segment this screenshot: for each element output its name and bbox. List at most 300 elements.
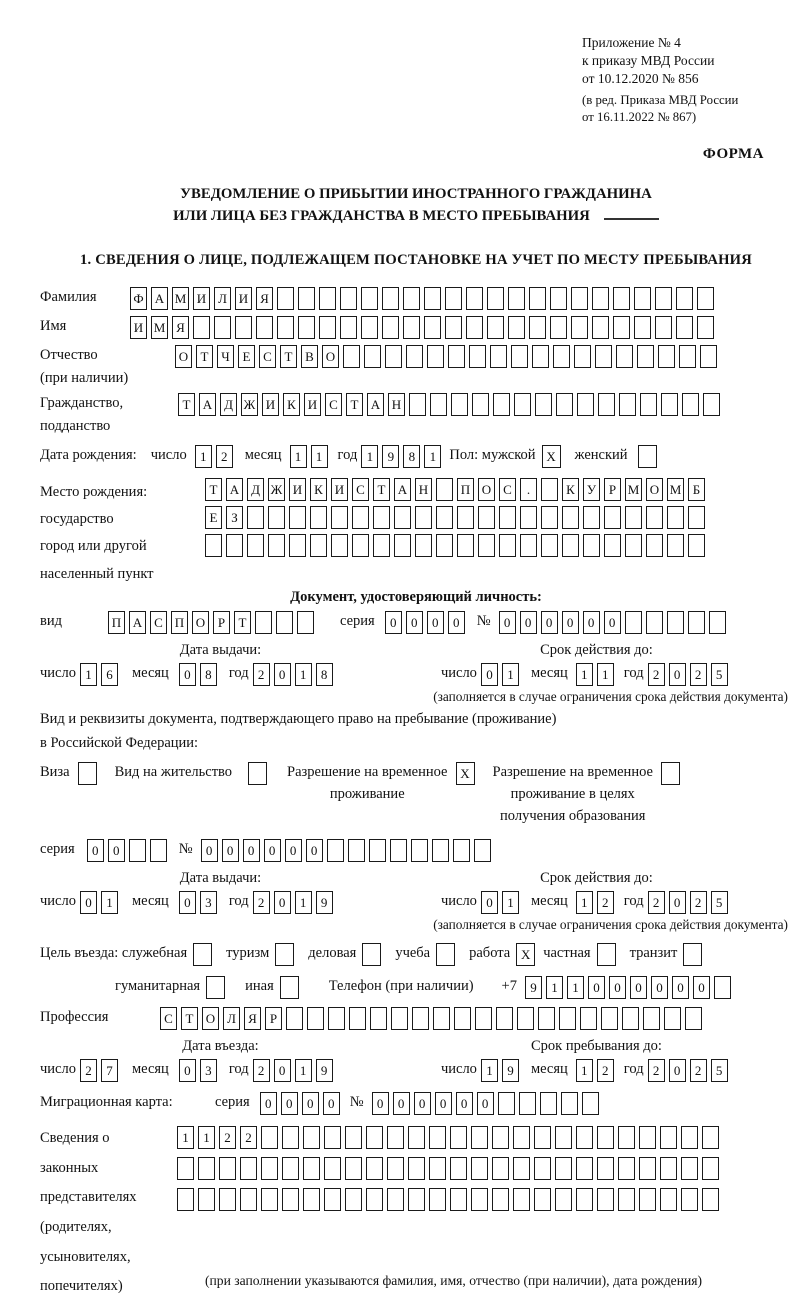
char-cell: 0 [323, 1092, 340, 1115]
id-kind-boxes[interactable] [108, 611, 318, 634]
char-cell [478, 534, 495, 557]
char-cell: 2 [648, 891, 665, 914]
id-valid-note: (заполняется в случае ограничения срока действия документа) [433, 689, 788, 705]
char-cell [541, 534, 558, 557]
entry-month-boxes[interactable] [179, 1059, 221, 1082]
visa-checkbox[interactable] [78, 762, 101, 785]
char-cell [280, 976, 299, 999]
char-cell: 8 [200, 663, 217, 686]
id-valid-until-header: Срок действия до: [540, 642, 653, 659]
patronymic-boxes[interactable] [175, 345, 721, 368]
char-cell [679, 345, 696, 368]
char-cell: 0 [285, 839, 302, 862]
char-cell [513, 1157, 530, 1180]
char-cell [604, 506, 621, 529]
char-cell: Я [256, 287, 273, 310]
char-cell: Ч [217, 345, 234, 368]
char-cell [429, 1157, 446, 1180]
char-cell: 1 [576, 1059, 593, 1082]
char-cell [688, 611, 705, 634]
char-cell: 0 [435, 1092, 452, 1115]
char-cell [595, 345, 612, 368]
char-cell [78, 762, 97, 785]
char-cell [646, 506, 663, 529]
day-label: число [40, 1061, 76, 1078]
purpose-official-label: Цель въезда: служебная [40, 945, 188, 962]
char-cell: 1 [290, 445, 307, 468]
char-cell: 0 [222, 839, 239, 862]
res-issue-month-boxes[interactable] [179, 891, 221, 914]
char-cell [492, 1126, 509, 1149]
char-cell [561, 1092, 578, 1115]
char-cell [471, 1188, 488, 1211]
purpose-business-checkbox[interactable] [362, 943, 385, 966]
char-cell: 0 [108, 839, 125, 862]
char-cell: А [199, 393, 216, 416]
res-valid-day-boxes[interactable] [481, 891, 523, 914]
char-cell: Т [196, 345, 213, 368]
char-cell [597, 1157, 614, 1180]
char-cell [352, 534, 369, 557]
res-issue-year-boxes[interactable] [253, 891, 337, 914]
char-cell [667, 611, 684, 634]
month-label: месяц [530, 1061, 568, 1078]
char-cell: 1 [80, 663, 97, 686]
purpose-transit-label: транзит [629, 945, 678, 962]
char-cell [453, 839, 470, 862]
surname-row [40, 287, 792, 310]
birth-place-boxes-row3[interactable] [205, 534, 709, 557]
mig-series-boxes[interactable] [260, 1092, 344, 1115]
birth-day-boxes[interactable] [195, 445, 237, 468]
month-label: месяц [530, 893, 568, 910]
char-cell: 0 [264, 839, 281, 862]
char-cell: 1 [311, 445, 328, 468]
char-cell [658, 345, 675, 368]
char-cell [436, 506, 453, 529]
char-cell: 0 [672, 976, 689, 999]
annex-line: к приказу МВД России [582, 53, 715, 69]
id-issue-year-boxes[interactable] [253, 663, 337, 686]
char-cell [576, 1157, 593, 1180]
form-title-line1: УВЕДОМЛЕНИЕ О ПРИБЫТИИ ИНОСТРАННОГО ГРАЖДАНИНА [180, 186, 652, 203]
char-cell: Т [280, 345, 297, 368]
char-cell: И [193, 287, 210, 310]
char-cell: 0 [87, 839, 104, 862]
char-cell: 0 [630, 976, 647, 999]
char-cell: 0 [499, 611, 516, 634]
char-cell [643, 1007, 660, 1030]
annex-line: Приложение № 4 [582, 35, 681, 50]
char-cell: 1 [195, 445, 212, 468]
char-cell [268, 506, 285, 529]
edu-permit-label-line2: проживание в целях [510, 785, 635, 802]
res-number-boxes[interactable] [201, 839, 495, 862]
profession-boxes[interactable] [160, 1007, 706, 1030]
char-cell: 0 [481, 891, 498, 914]
purpose-humanitarian-label: гуманитарная [115, 978, 201, 995]
stay-month-boxes[interactable] [576, 1059, 618, 1082]
char-cell [430, 393, 447, 416]
purpose-humanitarian-checkbox[interactable] [206, 976, 229, 999]
char-cell [352, 506, 369, 529]
char-cell: 5 [711, 663, 728, 686]
char-cell [214, 316, 231, 339]
char-cell: К [310, 478, 327, 501]
char-cell [529, 316, 546, 339]
char-cell: 1 [567, 976, 584, 999]
char-cell [529, 287, 546, 310]
char-cell: 0 [281, 1092, 298, 1115]
char-cell [697, 316, 714, 339]
char-cell: Р [213, 611, 230, 634]
char-cell: 0 [456, 1092, 473, 1115]
day-label: число [40, 665, 76, 682]
char-cell: 0 [393, 1092, 410, 1115]
char-cell: 0 [477, 1092, 494, 1115]
guardians-note: (при заполнении указываются фамилия, имя, отчество (при наличии), дата рождения) [205, 1272, 703, 1288]
id-valid-year-boxes[interactable] [648, 663, 732, 686]
char-cell [638, 445, 657, 468]
char-cell [583, 506, 600, 529]
form-title-line2: ИЛИ ЛИЦА БЕЗ ГРАЖДАНСТВА В МЕСТО ПРЕБЫВАНИЯ [173, 208, 590, 225]
mig-number-boxes[interactable] [372, 1092, 603, 1115]
purpose-work-checkbox[interactable] [516, 943, 539, 966]
char-cell [415, 534, 432, 557]
char-cell [451, 393, 468, 416]
char-cell: X [516, 943, 535, 966]
char-cell [286, 1007, 303, 1030]
char-cell: И [304, 393, 321, 416]
char-cell [513, 1126, 530, 1149]
char-cell [345, 1157, 362, 1180]
birth-date-label: Дата рождения: [40, 446, 137, 463]
char-cell [541, 478, 558, 501]
citizenship-label2: подданство [40, 417, 111, 434]
char-cell [390, 839, 407, 862]
guardians-boxes-row2[interactable] [177, 1157, 723, 1180]
name-boxes[interactable] [130, 316, 718, 339]
char-cell [445, 287, 462, 310]
char-cell: 0 [274, 663, 291, 686]
id-issue-month-boxes[interactable] [179, 663, 221, 686]
char-cell [535, 393, 552, 416]
char-cell: 1 [502, 663, 519, 686]
char-cell: А [151, 287, 168, 310]
char-cell: З [226, 506, 243, 529]
res-valid-month-boxes[interactable] [576, 891, 618, 914]
char-cell [499, 534, 516, 557]
char-cell: 1 [295, 1059, 312, 1082]
char-cell: 0 [372, 1092, 389, 1115]
char-cell [538, 1007, 555, 1030]
char-cell: 0 [201, 839, 218, 862]
char-cell [310, 534, 327, 557]
char-cell [408, 1126, 425, 1149]
year-label: год [228, 893, 249, 910]
char-cell [616, 345, 633, 368]
char-cell [571, 287, 588, 310]
sex-female-checkbox[interactable] [638, 445, 661, 468]
char-cell: 1 [502, 891, 519, 914]
char-cell [394, 534, 411, 557]
char-cell [235, 316, 252, 339]
guardians-label3: представителях [40, 1189, 137, 1206]
temp-permit-checkbox[interactable] [456, 762, 479, 785]
char-cell: 0 [604, 611, 621, 634]
char-cell [556, 393, 573, 416]
purpose-transit-checkbox[interactable] [683, 943, 706, 966]
id-doc-heading: Документ, удостоверяющий личность: [290, 589, 542, 606]
char-cell: Р [265, 1007, 282, 1030]
purpose-study-checkbox[interactable] [436, 943, 459, 966]
res-issue-day-boxes[interactable] [80, 891, 122, 914]
birth-month-boxes[interactable] [290, 445, 332, 468]
char-cell [613, 316, 630, 339]
char-cell: 1 [198, 1126, 215, 1149]
char-cell: О [478, 478, 495, 501]
birth-place-state-label: государство [40, 510, 114, 527]
char-cell: 2 [253, 891, 270, 914]
char-cell [276, 611, 293, 634]
stay-day-boxes[interactable] [481, 1059, 523, 1082]
char-cell: В [301, 345, 318, 368]
char-cell: 1 [177, 1126, 194, 1149]
char-cell: 1 [576, 891, 593, 914]
entry-year-boxes[interactable] [253, 1059, 337, 1082]
id-valid-day-boxes[interactable] [481, 663, 523, 686]
surname-label: Фамилия [40, 288, 97, 305]
id-number-boxes[interactable] [499, 611, 730, 634]
citizenship-boxes[interactable] [178, 393, 724, 416]
id-issue-day-boxes[interactable] [80, 663, 122, 686]
char-cell: 1 [576, 663, 593, 686]
char-cell [303, 1157, 320, 1180]
char-cell: 0 [669, 1059, 686, 1082]
char-cell [408, 1188, 425, 1211]
char-cell [498, 1092, 515, 1115]
char-cell [683, 943, 702, 966]
char-cell [541, 506, 558, 529]
char-cell: 0 [651, 976, 668, 999]
char-cell [275, 943, 294, 966]
res-series-label: серия [40, 841, 75, 858]
char-cell: 0 [669, 663, 686, 686]
char-cell: 0 [406, 611, 423, 634]
char-cell [198, 1157, 215, 1180]
id-valid-month-boxes[interactable] [576, 663, 618, 686]
stay-until-header: Срок пребывания до: [530, 1038, 662, 1055]
char-cell [277, 316, 294, 339]
char-cell [562, 534, 579, 557]
char-cell [303, 1126, 320, 1149]
birth-place-boxes-row1[interactable] [205, 478, 709, 501]
char-cell: 2 [216, 445, 233, 468]
char-cell [577, 393, 594, 416]
char-cell: 2 [648, 1059, 665, 1082]
purpose-business-label: деловая [308, 945, 357, 962]
char-cell [129, 839, 146, 862]
id-series-label: серия [340, 613, 375, 630]
char-cell [226, 534, 243, 557]
char-cell [550, 316, 567, 339]
char-cell [634, 316, 651, 339]
purpose-private-checkbox[interactable] [597, 943, 620, 966]
char-cell: Я [172, 316, 189, 339]
char-cell: 6 [101, 663, 118, 686]
stay-year-boxes[interactable] [648, 1059, 732, 1082]
guardians-boxes-row1[interactable] [177, 1126, 723, 1149]
char-cell: Е [205, 506, 222, 529]
char-cell [457, 534, 474, 557]
char-cell [450, 1157, 467, 1180]
year-label: год [228, 665, 249, 682]
purpose-official-checkbox[interactable] [193, 943, 216, 966]
char-cell [574, 345, 591, 368]
sex-male-checkbox[interactable] [542, 445, 565, 468]
char-cell: Н [415, 478, 432, 501]
char-cell: 2 [648, 663, 665, 686]
char-cell: Л [223, 1007, 240, 1030]
char-cell [471, 1157, 488, 1180]
guardians-label4: (родителях, [40, 1218, 112, 1235]
char-cell [466, 316, 483, 339]
char-cell: 0 [448, 611, 465, 634]
guardians-label6: попечителях) [40, 1278, 123, 1295]
char-cell: 1 [481, 1059, 498, 1082]
char-cell [436, 534, 453, 557]
res-dates-values [40, 891, 792, 914]
char-cell [472, 393, 489, 416]
char-cell [520, 534, 537, 557]
char-cell: Т [178, 393, 195, 416]
char-cell [660, 1188, 677, 1211]
char-cell [639, 1188, 656, 1211]
birth-year-boxes[interactable] [361, 445, 445, 468]
year-label: год [623, 665, 644, 682]
purpose-other-checkbox[interactable] [280, 976, 303, 999]
section1-heading: 1. СВЕДЕНИЯ О ЛИЦЕ, ПОДЛЕЖАЩЕМ ПОСТАНОВКЕ НА УЧЕТ ПО МЕСТУ ПРЕБЫВАНИЯ [80, 251, 752, 268]
char-cell [282, 1188, 299, 1211]
char-cell: 0 [562, 611, 579, 634]
char-cell [327, 839, 344, 862]
char-cell [619, 393, 636, 416]
char-cell [385, 345, 402, 368]
char-cell [324, 1126, 341, 1149]
char-cell [634, 287, 651, 310]
id-kind-label: вид [40, 613, 62, 630]
id-dates-headers [40, 642, 792, 659]
char-cell [508, 287, 525, 310]
char-cell [534, 1126, 551, 1149]
purpose-private-label: частная [543, 945, 591, 962]
char-cell: 1 [546, 976, 563, 999]
char-cell [639, 1157, 656, 1180]
char-cell [601, 1007, 618, 1030]
char-cell: Л [214, 287, 231, 310]
char-cell: 5 [711, 891, 728, 914]
birth-month-label: месяц [244, 446, 282, 463]
entry-day-boxes[interactable] [80, 1059, 122, 1082]
char-cell [646, 611, 663, 634]
char-cell [553, 345, 570, 368]
phone-boxes[interactable] [525, 976, 735, 999]
char-cell [424, 316, 441, 339]
char-cell [450, 1188, 467, 1211]
char-cell: Т [205, 478, 222, 501]
char-cell: 1 [597, 663, 614, 686]
char-cell: 2 [80, 1059, 97, 1082]
char-cell [511, 345, 528, 368]
char-cell [532, 345, 549, 368]
char-cell [297, 611, 314, 634]
char-cell [345, 1126, 362, 1149]
char-cell [622, 1007, 639, 1030]
char-cell [496, 1007, 513, 1030]
profession-label: Профессия [40, 1009, 109, 1026]
birth-day-label: число [150, 446, 187, 463]
char-cell [240, 1188, 257, 1211]
char-cell [474, 839, 491, 862]
char-cell [655, 287, 672, 310]
phone-label: Телефон (при наличии) [328, 978, 474, 995]
id-series-boxes[interactable] [385, 611, 469, 634]
purpose-tourism-checkbox[interactable] [275, 943, 298, 966]
char-cell [205, 534, 222, 557]
char-cell: 7 [101, 1059, 118, 1082]
res-valid-year-boxes[interactable] [648, 891, 732, 914]
res-series-boxes[interactable] [87, 839, 171, 862]
guardians-label1: Сведения о [40, 1130, 110, 1147]
residence-doc-label1: Вид и реквизиты документа, подтверждающего право на пребывание (проживание) [40, 711, 557, 728]
char-cell [681, 1188, 698, 1211]
char-cell [193, 316, 210, 339]
entry-date-header: Дата въезда: [182, 1038, 259, 1055]
char-cell: . [520, 478, 537, 501]
char-cell [469, 345, 486, 368]
char-cell [289, 506, 306, 529]
char-cell: О [322, 345, 339, 368]
char-cell [261, 1126, 278, 1149]
char-cell [490, 345, 507, 368]
char-cell [592, 287, 609, 310]
edu-permit-checkbox[interactable] [661, 762, 684, 785]
surname-boxes[interactable] [130, 287, 718, 310]
char-cell: А [394, 478, 411, 501]
char-cell [508, 316, 525, 339]
char-cell [667, 534, 684, 557]
birth-place-city-label1: город или другой [40, 538, 147, 555]
char-cell [681, 1157, 698, 1180]
char-cell [702, 1188, 719, 1211]
char-cell [487, 316, 504, 339]
char-cell: К [283, 393, 300, 416]
birth-place-boxes-row2[interactable] [205, 506, 709, 529]
char-cell: 0 [274, 891, 291, 914]
guardians-boxes-row3[interactable] [177, 1188, 723, 1211]
char-cell: 9 [525, 976, 542, 999]
residence-permit-checkbox[interactable] [248, 762, 271, 785]
char-cell [576, 1188, 593, 1211]
temp-permit-label-line2: проживание [329, 785, 405, 802]
entry-dates-headers [40, 1038, 792, 1055]
id-dates-values [40, 663, 792, 686]
char-cell [513, 1188, 530, 1211]
char-cell: И [331, 478, 348, 501]
char-cell [478, 506, 495, 529]
char-cell [682, 393, 699, 416]
guardians-label5: усыновителях, [40, 1248, 131, 1265]
